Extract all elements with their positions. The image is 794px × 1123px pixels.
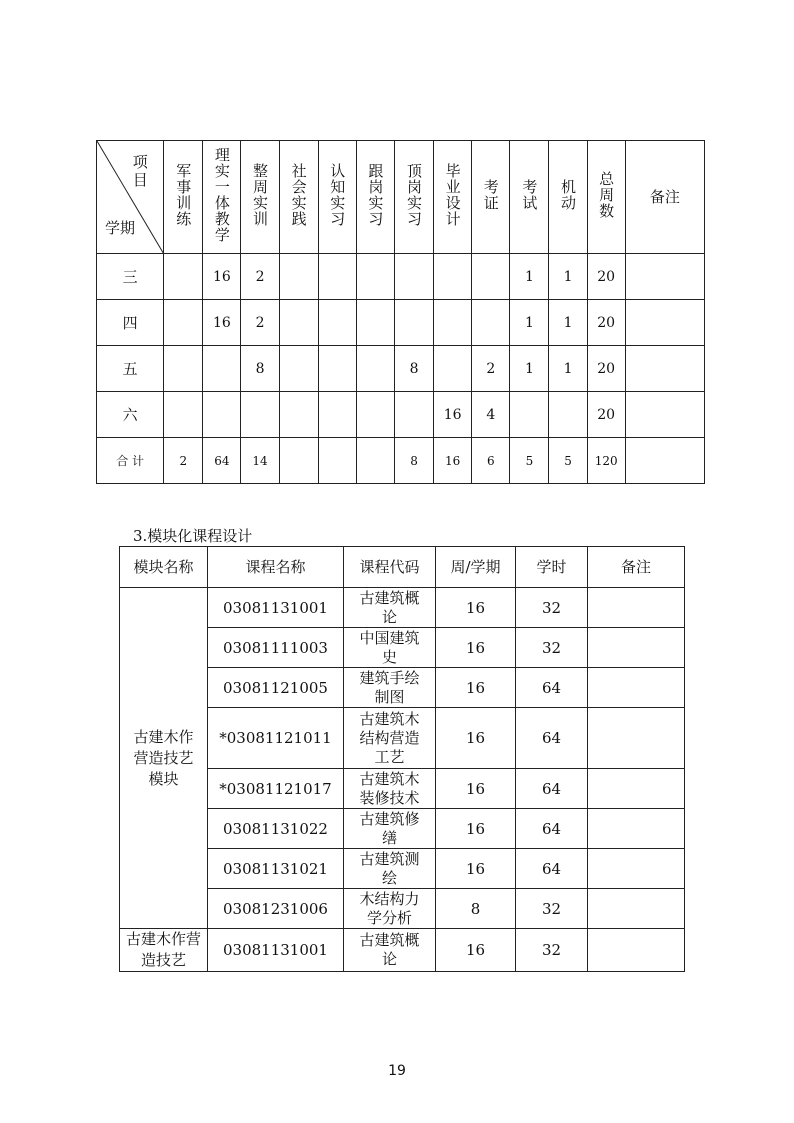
course-code-cell: 03081131001 bbox=[208, 929, 344, 972]
header-cell: 备注 bbox=[588, 547, 685, 588]
term-cell: 三 bbox=[97, 254, 164, 300]
table-cell: 1 bbox=[549, 254, 587, 300]
header-cell: 毕业设计 bbox=[434, 141, 472, 254]
table-cell bbox=[356, 254, 394, 300]
table-cell: 120 bbox=[587, 438, 625, 484]
table-cell: 1 bbox=[549, 300, 587, 346]
table-cell bbox=[625, 346, 704, 392]
note-cell bbox=[588, 809, 685, 849]
hours-cell: 64 bbox=[516, 668, 588, 708]
corner-header-cell bbox=[97, 141, 164, 254]
table-cell: 14 bbox=[241, 438, 279, 484]
corner-label-item: 项目 bbox=[132, 153, 148, 189]
header-cell: 跟岗实习 bbox=[356, 141, 394, 254]
course-name-cell: 古建筑概论 bbox=[344, 929, 436, 972]
table-cell: 5 bbox=[549, 438, 587, 484]
table-cell: 20 bbox=[587, 392, 625, 438]
module-name-cell: 古建木作营造技艺模块 bbox=[120, 588, 208, 929]
table-cell bbox=[279, 438, 318, 484]
table-cell: 6 bbox=[472, 438, 510, 484]
hours-cell: 32 bbox=[516, 628, 588, 668]
table-cell bbox=[279, 346, 318, 392]
table-cell bbox=[241, 392, 279, 438]
hours-cell: 32 bbox=[516, 889, 588, 929]
header-cell: 军事训练 bbox=[164, 141, 203, 254]
table-cell bbox=[356, 300, 394, 346]
table-cell: 1 bbox=[510, 346, 549, 392]
table-row bbox=[97, 254, 705, 300]
total-label: 合 计 bbox=[97, 438, 164, 484]
table-cell bbox=[279, 300, 318, 346]
table-cell bbox=[625, 254, 704, 300]
header-cell: 社会实践 bbox=[279, 141, 318, 254]
table-cell: 2 bbox=[164, 438, 203, 484]
table-cell: 1 bbox=[549, 346, 587, 392]
term-cell: 六 bbox=[97, 392, 164, 438]
page-number: 19 bbox=[388, 1063, 406, 1079]
header-cell: 考试 bbox=[510, 141, 549, 254]
header-cell: 课程名称 bbox=[208, 547, 344, 588]
table-cell bbox=[434, 346, 472, 392]
table-cell: 1 bbox=[510, 300, 549, 346]
table-cell: 16 bbox=[434, 438, 472, 484]
table-cell bbox=[318, 438, 356, 484]
header-cell: 理实一体教学 bbox=[203, 141, 241, 254]
table-row bbox=[97, 346, 705, 392]
table-cell: 2 bbox=[241, 254, 279, 300]
weeks-cell: 8 bbox=[436, 889, 516, 929]
table-cell bbox=[625, 392, 704, 438]
total-row bbox=[97, 438, 705, 484]
header-cell: 认知实习 bbox=[318, 141, 356, 254]
table-cell: 8 bbox=[394, 438, 433, 484]
weekly-schedule-table bbox=[96, 140, 705, 484]
header-cell: 考证 bbox=[472, 141, 510, 254]
table-cell bbox=[203, 392, 241, 438]
table-cell: 20 bbox=[587, 254, 625, 300]
table-cell: 16 bbox=[434, 392, 472, 438]
note-cell bbox=[588, 889, 685, 929]
header-cell: 模块名称 bbox=[120, 547, 208, 588]
table-cell bbox=[279, 254, 318, 300]
weeks-cell: 16 bbox=[436, 668, 516, 708]
weeks-cell: 16 bbox=[436, 708, 516, 769]
table-cell bbox=[164, 300, 203, 346]
table-cell: 16 bbox=[203, 300, 241, 346]
course-name-cell: 古建筑概论 bbox=[344, 588, 436, 628]
header-cell: 总周数 bbox=[587, 141, 625, 254]
table-cell bbox=[356, 392, 394, 438]
hours-cell: 64 bbox=[516, 708, 588, 769]
table-cell bbox=[164, 392, 203, 438]
header-cell: 课程代码 bbox=[344, 547, 436, 588]
table-cell: 2 bbox=[472, 346, 510, 392]
note-cell bbox=[588, 588, 685, 628]
table-row bbox=[97, 300, 705, 346]
table-cell bbox=[394, 254, 433, 300]
course-code-cell: 03081231006 bbox=[208, 889, 344, 929]
table-cell bbox=[625, 300, 704, 346]
table-header-row bbox=[120, 547, 685, 588]
table-cell bbox=[394, 392, 433, 438]
note-cell bbox=[588, 769, 685, 809]
course-name-cell: 古建筑木结构营造工艺 bbox=[344, 708, 436, 769]
table-cell: 20 bbox=[587, 346, 625, 392]
table-cell bbox=[318, 254, 356, 300]
note-cell bbox=[588, 628, 685, 668]
table-cell bbox=[434, 300, 472, 346]
corner-label-term: 学期 bbox=[105, 219, 136, 237]
table-cell bbox=[164, 254, 203, 300]
table-cell bbox=[356, 438, 394, 484]
table-cell: 20 bbox=[587, 300, 625, 346]
hours-cell: 64 bbox=[516, 849, 588, 889]
table-cell: 2 bbox=[241, 300, 279, 346]
table-cell: 8 bbox=[394, 346, 433, 392]
course-code-cell: 03081131022 bbox=[208, 809, 344, 849]
course-name-cell: 中国建筑史 bbox=[344, 628, 436, 668]
course-code-cell: 03081111003 bbox=[208, 628, 344, 668]
weeks-cell: 16 bbox=[436, 929, 516, 972]
weeks-cell: 16 bbox=[436, 628, 516, 668]
table-header-row bbox=[97, 141, 705, 254]
course-name-cell: 古建筑木装修技术 bbox=[344, 769, 436, 809]
table-cell: 4 bbox=[472, 392, 510, 438]
table-cell: 8 bbox=[241, 346, 279, 392]
header-cell: 周/学期 bbox=[436, 547, 516, 588]
course-code-cell: *03081121011 bbox=[208, 708, 344, 769]
table-cell: 5 bbox=[510, 438, 549, 484]
table-cell bbox=[472, 300, 510, 346]
table-row bbox=[120, 588, 685, 628]
course-name-cell: 建筑手绘制图 bbox=[344, 668, 436, 708]
table-cell bbox=[356, 346, 394, 392]
term-cell: 四 bbox=[97, 300, 164, 346]
table-cell bbox=[279, 392, 318, 438]
hours-cell: 32 bbox=[516, 588, 588, 628]
table-cell bbox=[434, 254, 472, 300]
note-cell bbox=[588, 849, 685, 889]
course-code-cell: *03081121017 bbox=[208, 769, 344, 809]
table-cell bbox=[549, 392, 587, 438]
table-cell bbox=[510, 392, 549, 438]
weeks-cell: 16 bbox=[436, 849, 516, 889]
table-cell: 1 bbox=[510, 254, 549, 300]
weeks-cell: 16 bbox=[436, 769, 516, 809]
course-code-cell: 03081131021 bbox=[208, 849, 344, 889]
course-name-cell: 古建筑修缮 bbox=[344, 809, 436, 849]
table-cell bbox=[318, 300, 356, 346]
term-cell: 五 bbox=[97, 346, 164, 392]
weeks-cell: 16 bbox=[436, 809, 516, 849]
table-cell: 64 bbox=[203, 438, 241, 484]
table-cell: 16 bbox=[203, 254, 241, 300]
note-cell bbox=[588, 708, 685, 769]
header-cell: 机动 bbox=[549, 141, 587, 254]
table-cell bbox=[472, 254, 510, 300]
hours-cell: 64 bbox=[516, 809, 588, 849]
table-cell bbox=[318, 392, 356, 438]
course-name-cell: 古建筑测绘 bbox=[344, 849, 436, 889]
table-row bbox=[120, 929, 685, 972]
header-cell: 顶岗实习 bbox=[394, 141, 433, 254]
module-name-cell: 古建木作营造技艺 bbox=[120, 929, 208, 972]
course-name-cell: 木结构力学分析 bbox=[344, 889, 436, 929]
section-title: 3.模块化课程设计 bbox=[133, 527, 253, 545]
note-cell bbox=[588, 929, 685, 972]
table-row bbox=[97, 392, 705, 438]
hours-cell: 64 bbox=[516, 769, 588, 809]
header-cell: 备注 bbox=[625, 141, 704, 254]
weeks-cell: 16 bbox=[436, 588, 516, 628]
header-cell: 学时 bbox=[516, 547, 588, 588]
table-cell bbox=[318, 346, 356, 392]
note-cell bbox=[588, 668, 685, 708]
hours-cell: 32 bbox=[516, 929, 588, 972]
header-cell: 整周实训 bbox=[241, 141, 279, 254]
table-cell bbox=[164, 346, 203, 392]
table-cell bbox=[625, 438, 704, 484]
course-code-cell: 03081131001 bbox=[208, 588, 344, 628]
module-course-table bbox=[119, 546, 685, 972]
course-code-cell: 03081121005 bbox=[208, 668, 344, 708]
table-cell bbox=[394, 300, 433, 346]
table-cell bbox=[203, 346, 241, 392]
